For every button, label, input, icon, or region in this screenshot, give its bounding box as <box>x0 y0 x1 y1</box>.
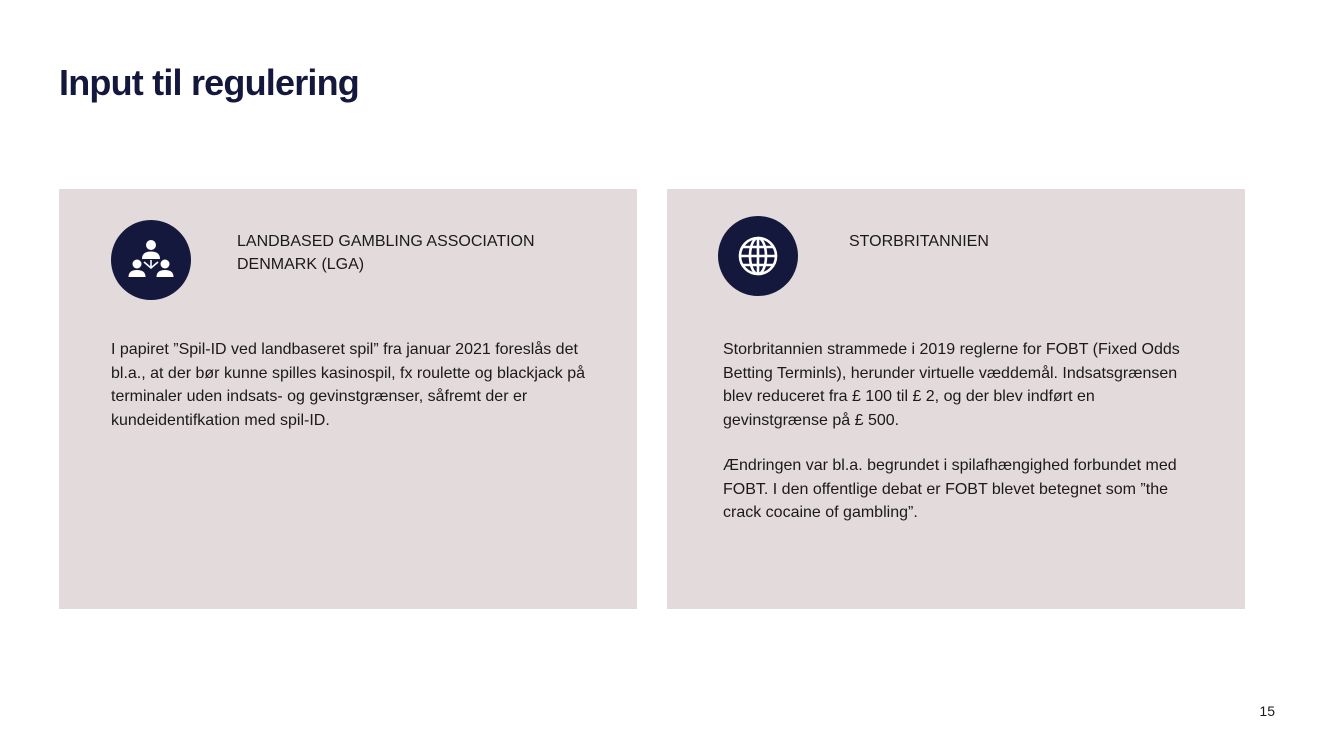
card-heading-line2: DENMARK (LGA) <box>237 256 365 273</box>
card-heading-line1: LANDBASED GAMBLING ASSOCIATION <box>237 233 535 250</box>
card-heading <box>237 230 567 276</box>
lga-card <box>59 189 637 609</box>
people-network-icon <box>111 220 191 300</box>
card-paragraph: I papiret ”Spil-ID ved landbaseret spil” fra januar 2021 foreslås det bl.a., at der bør kunne spilles kasinospil, fx roulette og blackjack på terminaler uden indsats- og gevinstgrænser, såfremt der er kundeidentifkation med spil-ID. <box>111 341 586 429</box>
globe-icon-graphic <box>736 234 780 278</box>
page-title: Input til regulering <box>59 62 359 103</box>
globe-icon <box>718 216 798 296</box>
card-paragraph: Ændringen var bl.a. begrundet i spilafhængighed forbundet med FOBT. I den offentlige debat er FOBT blevet betegnet som ”the crack cocaine of gambling”. <box>723 457 1177 521</box>
card-body <box>111 338 601 454</box>
people-network-icon-graphic <box>123 232 179 288</box>
card-body <box>723 338 1193 547</box>
uk-card <box>667 189 1245 609</box>
card-paragraph: Storbritannien strammede i 2019 reglerne for FOBT (Fixed Odds Betting Terminls), herunder virtuelle væddemål. Indsatsgrænsen blev reduceret fra £ 100 til £ 2, og der blev indført en gevinstgrænse på £ 500. <box>723 341 1180 429</box>
card-heading <box>849 230 1179 253</box>
page-number: 15 <box>1259 703 1275 719</box>
card-heading-line1: STORBRITANNIEN <box>849 233 989 250</box>
